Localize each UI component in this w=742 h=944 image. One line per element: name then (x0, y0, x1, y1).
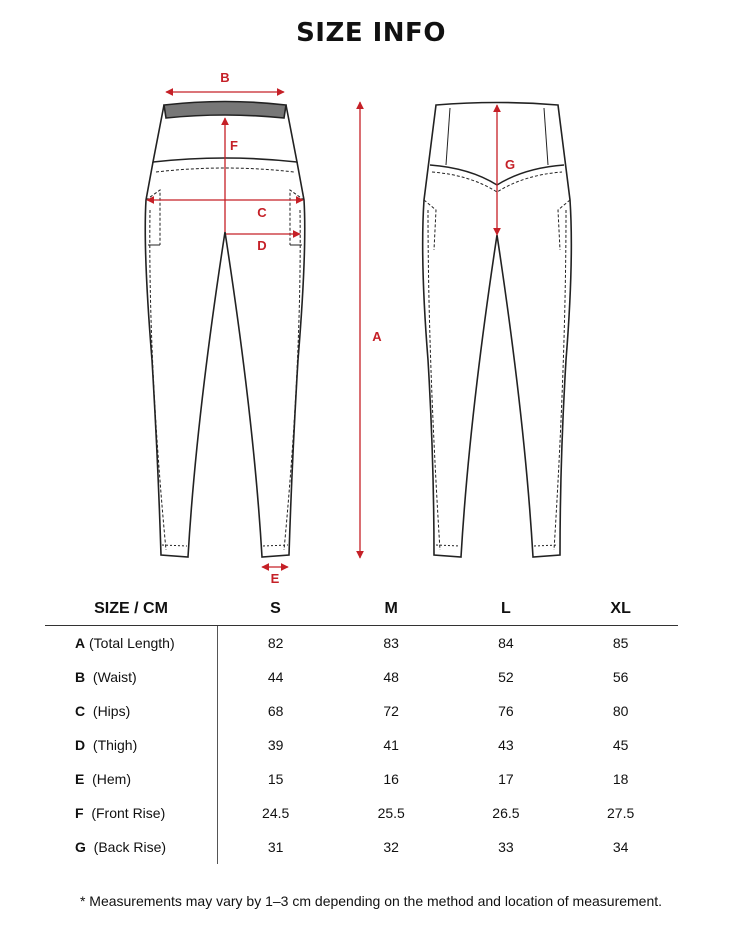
cell-value: 56 (612, 669, 629, 685)
header-l: L (449, 593, 564, 626)
row-label (45, 830, 217, 864)
table-row (45, 626, 678, 661)
cell-value: 18 (612, 771, 629, 787)
dimension-label-c: C (257, 205, 267, 220)
leggings-diagram (0, 60, 742, 590)
cell-value: 82 (267, 635, 284, 651)
cell-value: 39 (267, 737, 284, 753)
cell-value: 45 (612, 737, 629, 753)
cell-value: 33 (498, 839, 514, 855)
row-letter: E (75, 771, 85, 787)
row-name: (Waist) (92, 669, 137, 685)
measurement-lines (147, 92, 497, 567)
row-name: (Back Rise) (93, 839, 167, 855)
dimension-label-d: D (257, 238, 267, 253)
row-name: (Thigh) (92, 737, 138, 753)
table-row (45, 796, 678, 830)
row-name: (Front Rise) (91, 805, 166, 821)
cell-value: 16 (383, 771, 399, 787)
row-label (45, 694, 217, 728)
cell-value: 72 (383, 703, 399, 719)
cell-value: 27.5 (607, 805, 635, 821)
cell-value: 24.5 (262, 805, 290, 821)
row-letter: C (75, 703, 86, 719)
row-name: (Hips) (92, 703, 131, 719)
row-label (45, 728, 217, 762)
measurement-note: * Measurements may vary by 1–3 cm depending on the method and location of measurement. (79, 893, 663, 909)
dimension-label-f: F (230, 138, 238, 153)
row-letter: A (75, 635, 86, 651)
cell-value: 17 (498, 771, 514, 787)
cell-value: 68 (267, 703, 284, 719)
cell-value: 52 (498, 669, 514, 685)
page-title: SIZE INFO (296, 18, 446, 48)
cell-value: 80 (612, 703, 629, 719)
cell-value: 43 (498, 737, 514, 753)
cell-value: 25.5 (377, 805, 405, 821)
cell-value: 84 (498, 635, 514, 651)
row-name: (Hem) (92, 771, 132, 787)
dimension-label-e: E (270, 571, 280, 586)
cell-value: 76 (498, 703, 514, 719)
row-letter: D (75, 737, 86, 753)
header-xl: XL (563, 593, 678, 626)
table-row (45, 762, 678, 796)
row-label (45, 626, 217, 661)
size-table (45, 593, 678, 864)
cell-value: 32 (383, 839, 399, 855)
row-label (45, 762, 217, 796)
header-size-cm: SIZE / CM (45, 593, 217, 626)
header-m: M (334, 593, 449, 626)
cell-value: 15 (267, 771, 284, 787)
row-name: (Total Length) (89, 635, 175, 651)
cell-value: 41 (383, 737, 399, 753)
table-row (45, 830, 678, 864)
row-letter: F (75, 805, 84, 821)
table-row (45, 728, 678, 762)
cell-value: 26.5 (492, 805, 520, 821)
table-row (45, 694, 678, 728)
row-letter: B (75, 669, 86, 685)
cell-value: 44 (267, 669, 284, 685)
cell-value: 31 (267, 839, 284, 855)
table-header-row (45, 593, 678, 626)
row-letter: G (75, 839, 86, 855)
cell-value: 34 (612, 839, 629, 855)
dimension-label-b: B (220, 70, 230, 85)
dimension-label-a: A (372, 329, 382, 344)
header-s: S (217, 593, 334, 626)
table-row (45, 660, 678, 694)
row-label (45, 796, 217, 830)
row-label (45, 660, 217, 694)
cell-value: 85 (612, 635, 629, 651)
cell-value: 48 (383, 669, 399, 685)
cell-value: 83 (383, 635, 399, 651)
dimension-label-g: G (504, 157, 516, 172)
